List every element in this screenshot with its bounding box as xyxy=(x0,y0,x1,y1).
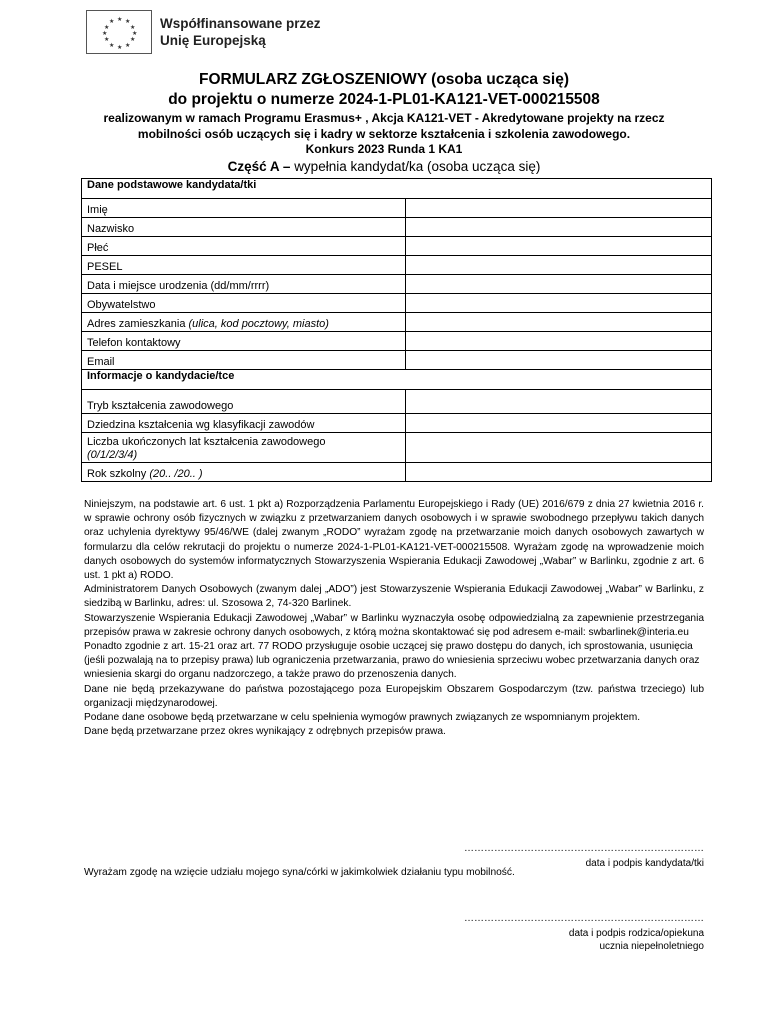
program-line2: mobilności osób uczących się i kadry w sektorze kształcenia i szkolenia zawodowego. xyxy=(137,126,631,141)
field-value-email[interactable] xyxy=(406,351,712,370)
address-label-hint: (ulica, kod pocztowy, miasto) xyxy=(188,318,329,330)
field-label-address xyxy=(82,313,406,332)
years-label-hint: (0/1/2/3/4) xyxy=(87,449,138,461)
eu-flag-icon: ★ ★ ★ ★ ★ ★ ★ ★ ★ ★ ★ ★ xyxy=(86,10,152,54)
field-value-last-name[interactable] xyxy=(406,218,712,237)
field-value-first-name[interactable] xyxy=(406,199,712,218)
parent-signature-caption-1: data i podpis rodzica/opiekuna xyxy=(568,928,704,939)
consent-paragraph-4: Ponadto zgodnie z art. 15-21 oraz art. 77 RODO przysługuje osobie uczącej się prawo dostępu do danych, ich sprostowania, usunięcia (jeśli pozwalają na to przepisy prawa) lub ograniczenia przetwarzania, prawo do wniesienia sprzeciwu wobec przetwarzania danych oraz wniesienia skargi do organu nadzorczego, a także prawo do przenoszenia danych. xyxy=(84,641,700,681)
field-value-birth[interactable] xyxy=(406,275,712,294)
field-label-birth: Data i miejsce urodzenia (dd/mm/rrrr) xyxy=(82,275,406,294)
field-label-first-name: Imię xyxy=(82,199,406,218)
program-line3: Konkurs 2023 Runda 1 KA1 xyxy=(305,142,463,156)
field-value-gender[interactable] xyxy=(406,237,712,256)
section-basic-data: Dane podstawowe kandydata/tki xyxy=(82,179,712,199)
field-value-years[interactable] xyxy=(406,433,712,463)
parent-signature-block xyxy=(464,912,704,953)
field-value-mode[interactable] xyxy=(406,390,712,414)
form-title-line1: FORMULARZ ZGŁOSZENIOWY (osoba ucząca się) xyxy=(198,71,570,88)
field-value-citizenship[interactable] xyxy=(406,294,712,313)
field-value-field[interactable] xyxy=(406,414,712,433)
parent-signature-caption-2: ucznia niepełnoletniego xyxy=(599,941,704,952)
form-title-line2: do projektu o numerze 2024-1-PL01-KA121-VET-000215508 xyxy=(168,91,600,108)
field-label-mode: Tryb kształcenia zawodowego xyxy=(82,390,406,414)
address-label-text: Adres zamieszkania xyxy=(87,318,189,330)
form-header xyxy=(0,70,768,175)
field-label-email: Email xyxy=(82,351,406,370)
eu-cofunding-logo xyxy=(86,10,321,54)
consent-paragraph-2: Administratorem Danych Osobowych (zwanym dalej „ADO”) jest Stowarzyszenie Wspierania Edukacji Zawodowej „Wabar” w Barlinku, z siedzibą w Barlinku, adres: ul. Szosowa 2, 74-320 Barlinek. xyxy=(84,584,704,610)
consent-paragraph-5: Dane nie będą przekazywane do państwa pozostającego poza Europejskim Obszarem Gospodarczym (tzw. państwa trzeciego) lub organizacji międzynarodowej. xyxy=(84,683,704,709)
section-candidate-info: Informacje o kandydacie/tce xyxy=(82,370,712,390)
field-label-pesel: PESEL xyxy=(82,256,406,275)
field-label-school-year xyxy=(82,463,406,482)
logo-line1: Współfinansowane przez xyxy=(160,16,321,31)
logo-text xyxy=(160,15,321,49)
field-label-years xyxy=(82,433,406,463)
consent-paragraph-7: Dane będą przetwarzane przez okres wynikający z odrębnych przepisów prawa. xyxy=(84,726,446,738)
field-value-phone[interactable] xyxy=(406,332,712,351)
logo-line2: Unię Europejską xyxy=(160,33,266,48)
field-value-school-year[interactable] xyxy=(406,463,712,482)
part-heading xyxy=(0,158,768,175)
school-year-label-hint: (20.. /20.. ) xyxy=(149,468,203,480)
field-label-last-name: Nazwisko xyxy=(82,218,406,237)
years-label-text: Liczba ukończonych lat kształcenia zawodowego xyxy=(87,436,326,448)
consent-paragraph-6: Podane dane osobowe będą przetwarzane w celu spełnienia wymogów prawnych związanych ze wspomnianym projektem. xyxy=(84,712,641,724)
part-heading-bold: Część A – xyxy=(227,158,295,174)
candidate-signature-line[interactable]: ……………………………………………………………… xyxy=(464,843,704,854)
field-label-field: Dziedzina kształcenia wg klasyfikacji zawodów xyxy=(82,414,406,433)
school-year-label-text: Rok szkolny xyxy=(87,468,150,480)
field-label-citizenship: Obywatelstwo xyxy=(82,294,406,313)
candidate-signature-block xyxy=(464,842,704,870)
field-value-address[interactable] xyxy=(406,313,712,332)
parent-signature-line[interactable]: ……………………………………………………………… xyxy=(464,913,704,924)
field-value-pesel[interactable] xyxy=(406,256,712,275)
program-line1: realizowanym w ramach Programu Erasmus+ , Akcja KA121-VET - Akredytowane projekty na rzecz xyxy=(103,111,665,125)
field-label-gender: Płeć xyxy=(82,237,406,256)
mobility-consent-text: Wyrażam zgodę na wzięcie udziału mojego syna/córki w jakimkolwiek działaniu typu mobilność. xyxy=(84,867,515,878)
candidate-form-table xyxy=(81,178,712,482)
field-label-phone: Telefon kontaktowy xyxy=(82,332,406,351)
consent-paragraph-3: Stowarzyszenie Wspierania Edukacji Zawodowej „Wabar” w Barlinku wyznaczyła osobę odpowiedzialną za zapewnienie przestrzegania przepisów prawa w zakresie ochrony danych osobowych, z którą można skontaktować się pod adresem e-mail: swbarlinek@interia.eu xyxy=(84,612,704,638)
candidate-signature-caption: data i podpis kandydata/tki xyxy=(585,858,704,869)
part-heading-rest: wypełnia kandydat/ka (osoba ucząca się) xyxy=(294,158,541,174)
consent-paragraph-1: Niniejszym, na podstawie art. 6 ust. 1 pkt a) Rozporządzenia Parlamentu Europejskiego i Rady (UE) 2016/679 z dnia 27 kwietnia 2016 r. w sprawie ochrony osób fizycznych w związku z przetwarzaniem danych osobowych i w sprawie swobodnego przepływu takich danych oraz uchylenia dyrektywy 95/46/WE (dalej zwanym „RODO” wyrażam zgodę na przetwarzanie moich danych osobowych zawartych w formularzu dla celów rekrutacji do projektu o numerze 2024-1-PL01-KA121-VET-000215508. Wyrażam zgodę na wprowadzenie moich danych osobowych do systemów informatycznych Stowarzyszenia Wspierania Edukacji Zawodowej „Wabar” w Barlinku, zgodnie z art. 6 ust. 1 pkt a) RODO. xyxy=(84,499,704,582)
gdpr-consent-text xyxy=(84,498,704,739)
